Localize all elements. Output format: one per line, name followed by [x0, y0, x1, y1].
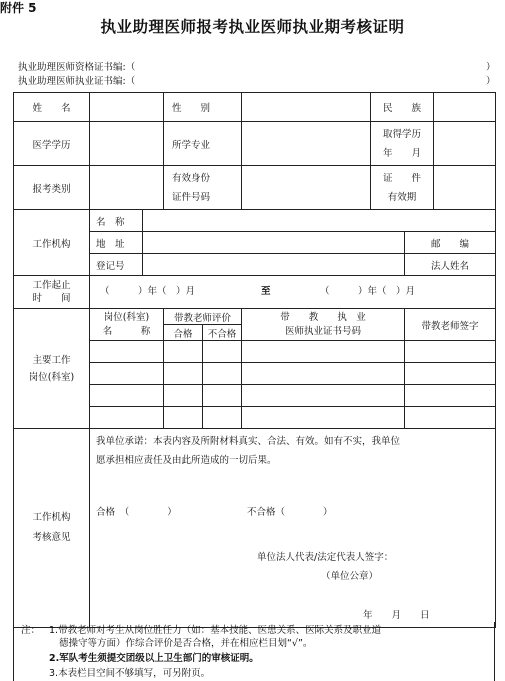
unit-seal: （单位公章） [321, 571, 379, 582]
pass-option[interactable]: 合格 （ ） [96, 507, 177, 518]
eval-fail-cell[interactable] [203, 385, 242, 407]
org-address-label: 地 址 [90, 232, 143, 254]
degree-date-label: 取得学历 年 月 [371, 122, 434, 166]
id-number-label: 有效身份 证件号码 [164, 166, 242, 210]
promise-line-2: 愿承担相应责任及由此所造成的一切后果。 [96, 455, 277, 466]
eval-fail-cell[interactable] [203, 407, 242, 429]
opinion-label: 工作机构 考核意见 [14, 429, 90, 628]
teacher-sign-cell[interactable] [405, 385, 496, 407]
org-name-field[interactable] [143, 210, 496, 232]
note-3: 3.本表栏目空间不够填写，可另附页。 [49, 668, 211, 679]
org-reg-label: 登记号 [90, 254, 143, 276]
eval-pass-header: 合格 [164, 325, 203, 341]
qualification-cert-line [18, 62, 496, 73]
practice-cert-close: ） [486, 76, 496, 87]
education-field[interactable] [90, 122, 164, 166]
gender-label: 性 别 [164, 93, 242, 122]
fail-option[interactable]: 不合格（ ） [247, 507, 333, 518]
exam-category-field[interactable] [90, 166, 164, 210]
notes-label: 注： [21, 625, 41, 636]
eval-pass-cell[interactable] [164, 407, 203, 429]
teacher-cert-cell[interactable] [242, 385, 405, 407]
major-label: 所学专业 [164, 122, 242, 166]
org-reg-field[interactable] [143, 254, 405, 276]
attachment-label: 附件 5 [0, 1, 37, 15]
eval-fail-cell[interactable] [203, 363, 242, 385]
degree-date-field[interactable] [434, 122, 496, 166]
promise-line-1: 我单位承诺：本表内容及所附材料真实、合法、有效。如有不实，我单位 [96, 436, 401, 447]
opinion-field[interactable] [90, 429, 496, 628]
work-period-label: 工作起止 时 间 [14, 276, 90, 309]
page-title: 执业助理医师报考执业医师执业期考核证明 [100, 18, 405, 36]
teacher-eval-header: 带教老师评价 [164, 309, 242, 325]
teacher-cert-cell[interactable] [242, 407, 405, 429]
eval-pass-cell[interactable] [164, 341, 203, 363]
teacher-sign-cell[interactable] [405, 363, 496, 385]
name-field[interactable] [90, 93, 164, 122]
work-org-label: 工作机构 [14, 210, 90, 276]
teacher-sign-header: 带教老师签字 [405, 309, 496, 341]
eval-pass-cell[interactable] [164, 363, 203, 385]
note-1-line-2: 德操守等方面）作综合评价是否合格，并在相应栏目划“√”。 [59, 638, 313, 649]
period-end: （ ）年（ ）月 [320, 286, 416, 297]
ethnicity-field[interactable] [434, 93, 496, 122]
id-number-field[interactable] [242, 166, 371, 210]
cert-validity-label: 证 件 有效期 [371, 166, 434, 210]
post-name-cell[interactable] [90, 385, 164, 407]
teacher-cert-header: 带 教 执 业 医师执业证书号码 [242, 309, 405, 341]
eval-fail-cell[interactable] [203, 341, 242, 363]
exam-category-label: 报考类别 [14, 166, 90, 210]
teacher-cert-cell[interactable] [242, 363, 405, 385]
assessment-form-table [13, 92, 496, 628]
qualification-cert-label: 执业助理医师资格证书编:（ [18, 62, 136, 73]
post-name-cell[interactable] [90, 407, 164, 429]
postcode-label: 邮 编 [405, 232, 496, 254]
main-posts-label: 主要工作 岗位(科室) [14, 309, 90, 429]
eval-fail-header: 不合格 [203, 325, 242, 341]
education-label: 医学学历 [14, 122, 90, 166]
org-address-field[interactable] [143, 232, 405, 254]
note-1-line-1: 1.带教老师对考生从岗位胜任力（如：基本技能、医患关系、医际关系及职业道 [49, 625, 382, 636]
post-name-cell[interactable] [90, 341, 164, 363]
teacher-cert-cell[interactable] [242, 341, 405, 363]
qualification-cert-close: ） [486, 62, 496, 73]
major-field[interactable] [242, 122, 371, 166]
legal-rep-sign: 单位法人代表/法定代表人签字： [257, 552, 394, 563]
practice-cert-line [18, 76, 496, 87]
period-start: （ ）年（ ）月 [100, 286, 196, 297]
teacher-sign-cell[interactable] [405, 341, 496, 363]
name-label: 姓 名 [14, 93, 90, 122]
ethnicity-label: 民 族 [371, 93, 434, 122]
notes-section [13, 622, 495, 681]
period-to-word: 至 [261, 286, 271, 297]
gender-field[interactable] [242, 93, 371, 122]
work-period-field[interactable] [90, 276, 496, 309]
cert-validity-field[interactable] [434, 166, 496, 210]
eval-pass-cell[interactable] [164, 385, 203, 407]
post-name-cell[interactable] [90, 363, 164, 385]
legal-rep-label: 法人姓名 [405, 254, 496, 276]
teacher-sign-cell[interactable] [405, 407, 496, 429]
org-name-label: 名 称 [90, 210, 143, 232]
note-2: 2.军队考生须提交团级以上卫生部门的审核证明。 [49, 653, 259, 664]
post-name-header: 岗位(科室) 名 称 [90, 309, 164, 341]
opinion-date: 年 月 日 [363, 610, 430, 621]
practice-cert-label: 执业助理医师执业证书编:（ [18, 76, 136, 87]
